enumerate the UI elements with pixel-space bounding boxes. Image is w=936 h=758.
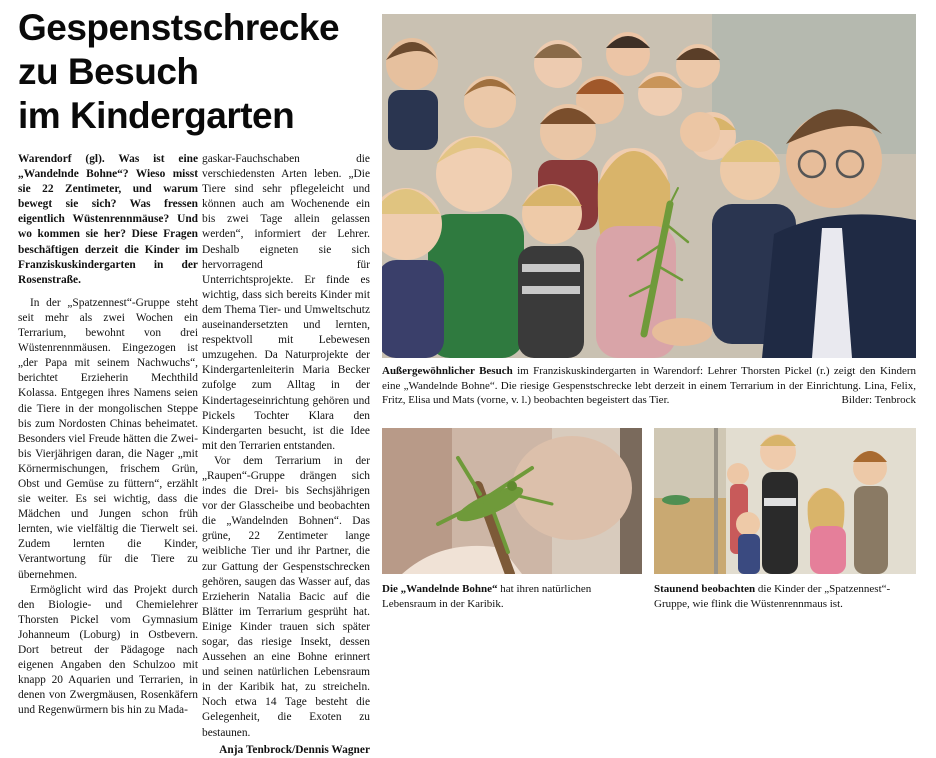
children-terrarium-illustration — [654, 428, 916, 574]
main-photo — [382, 14, 916, 358]
photo-credit: Bilder: Tenbrock — [841, 394, 916, 406]
article-paragraph: gaskar-Fauchschaben die verschiedensten Arten leben. „Die Tiere sind sehr pflegeleicht und können auch am Wochenende ein bis zwei Tage allein gelassen werden“, informiert der Lehrer. Deshalb eigneten sie sich hervorragend für Unterrichtsprojekte. Er finde es wichtig, dass sich bereits Kinder mit dem Thema Tier- und Umweltschutz auseinandersetzten und lernten, respektvoll mit Lebewesen umzugehen. Da Naturprojekte der Kindergartenleiterin Maria Becker zufolge zum Alltag in der Kindertageseinrichtung gehören und Pickels Tochter Klara den Kindergarten besucht, ist die Idee mit den Terrarien entstanden. — [202, 153, 370, 452]
headline-line: im Kindergarten — [18, 95, 295, 136]
stick-insect-caption — [382, 582, 642, 611]
article-headline — [18, 6, 378, 138]
caption-text: im Franziskuskindergarten in Warendorf: Lehrer Thorsten Pickel (r.) zeigt den Kindern eine „Wandelnde Bohne“. Die riesige Gespenstschrecke lebt derzeit in einem Terrarium in der Einrichtung. Lina, Felix, Fritz, Elisa und Mats (vorne, v. l.) beobachten begeistert das Tier. — [382, 365, 916, 406]
stick-insect-photo — [382, 428, 642, 574]
article-paragraph: In der „Spatzennest“-Gruppe steht seit mehr als zwei Wochen ein Terrarium, bewohnt von drei Wüstenrennmäusen. Eingezogen ist „der Papa mit seinem Nachwuchs“, berichtet Erzieherin Mechthild Kolassa. Entgegen ihres Namens seien die Tiere in der mongolischen Steppe bis zum Nordosten Chinas beheimatet. Besonders viel Freude hätten die Zwei- bis Vierjährigen daran, die Nager „mit Körnermischungen, frischem Grün, Obst und Gemüse zu füttern“, erzählt sie weiter. Es sei wichtig, dass die Mädchen und Jungen schon früh lernten, wie vielfältig die Tierwelt sei. Zudem lernten die Kinder, Verantwortung für die Tiere zu übernehmen. — [18, 296, 198, 581]
article-column-2 — [202, 152, 370, 758]
article-column-1 — [18, 152, 198, 718]
children-terrarium-caption — [654, 582, 916, 611]
article-paragraph: Ermöglicht wird das Projekt durch den Biologie- und Chemielehrer Thorsten Pickel vom Gymnasium Johanneum (Loburg) in Ostbevern. Dort betreut der Pädagoge nach eigenen Angaben den Schulzoo mit knapp 20 Aquarien und Terrarien, in denen von Zwergmäusen, Rosenkäfern und Regenwürmern bis hin zu Mada- — [18, 583, 198, 717]
stick-insect-illustration — [382, 428, 642, 574]
article-paragraph: Vor dem Terrarium in der „Raupen“-Gruppe drängen sich indes die Drei- bis Sechsjährigen vor der Glasscheibe und beobachten die „Wandelnden Bohnen“. Das grüne, 22 Zentimeter lange weibliche Tier und ihr Partner, die zur Gattung der Gespenstschrecken gehören, saugen das Wasser auf, das Erzieherin Natalia Bacic auf die Blätter im Terrarium gesprüht hat. Einige Kinder trauen sich später sogar, das riesige Insekt, dessen Aussehen an eine Bohne erinnert und seinen natürlichen Lebensraum in der Karibik hat, zu streicheln. Noch etwa 14 Tage besteht die Gelegenheit, die Exoten zu bestaunen. — [202, 454, 370, 739]
article-byline: Anja Tenbrock/Dennis Wagner — [219, 743, 370, 756]
caption-bold: Staunend beobachten — [654, 583, 756, 595]
children-terrarium-photo — [654, 428, 916, 574]
caption-text: hat ihren natürlichen Lebensraum in der Karibik. — [382, 583, 592, 610]
main-photo-illustration — [382, 14, 916, 358]
headline-line: zu Besuch — [18, 51, 199, 92]
main-photo-caption — [382, 364, 916, 408]
headline-line: Gespenstschrecke — [18, 7, 340, 48]
caption-bold: Außergewöhnlicher Besuch — [382, 365, 513, 377]
caption-text: die Kinder der „Spatzennest“-Gruppe, wie flink die Wüstenrennmaus ist. — [654, 583, 891, 610]
caption-bold: Die „Wandelnde Bohne“ — [382, 583, 498, 595]
article-lead: Warendorf (gl). Was ist eine „Wandelnde Bohne“? Wieso misst sie 22 Zentimeter, und warum bewegt sie sich? Was fressen eigentlich Wüstenrennmäuse? Und wo kommen sie her? Diese Fragen beschäftigen derzeit die Kinder im Franziskuskindergarten in der Rosenstraße. — [18, 153, 198, 286]
